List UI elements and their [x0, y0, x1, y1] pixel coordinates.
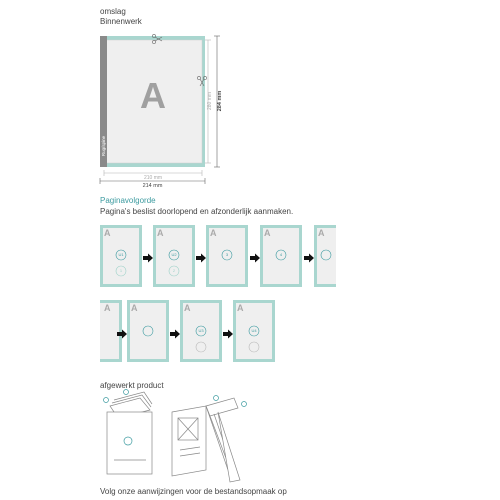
page-number-label: 3: [225, 252, 229, 257]
cover-label: omslag: [100, 7, 126, 16]
page-thumb-letter: A: [318, 228, 325, 238]
page-order-note: Pagina's beslist doorlopend en afzonderlijk aanmaken.: [100, 207, 294, 216]
page-thumb-letter: A: [157, 228, 164, 238]
page-letter: A: [140, 75, 166, 116]
page-number-label: 4: [279, 252, 283, 257]
open-booklet-icon: [172, 396, 247, 483]
inner-width-label: 210 mm: [143, 175, 163, 181]
outer-height-label: 284 mm: [217, 90, 223, 112]
page-number-label: U1: [118, 252, 124, 257]
page-thumb-letter: A: [184, 303, 191, 313]
page-thumb-letter: A: [104, 228, 111, 238]
finished-product-title: afgewerkt product: [100, 381, 164, 390]
page-number-label: 1: [119, 268, 123, 273]
spine-top-label: (N.B.): [92, 87, 97, 99]
footer-instruction: Volg onze aanwijzingen voor de bestandsopmaak op: [100, 487, 287, 496]
page-thumb-letter: A: [131, 303, 138, 313]
outer-width-label: 214 mm: [142, 183, 163, 189]
page-number-label: 2: [172, 268, 176, 273]
page-thumb-letter: A: [104, 303, 111, 313]
page-thumb-letter: A: [210, 228, 217, 238]
inner-height-label: 280 mm: [207, 91, 213, 111]
page-thumb-letter: A: [264, 228, 271, 238]
page-order-title: Paginavolgorde: [100, 196, 156, 205]
closed-booklet-icon: [104, 390, 153, 475]
page-number-label: U2: [171, 252, 177, 257]
spine-bottom-label: Rug/spine: [101, 135, 106, 157]
page-thumb-letter: A: [237, 303, 244, 313]
interior-label: Binnenwerk: [100, 17, 142, 26]
page-number-label: U4: [251, 328, 257, 333]
page-number-label: U3: [198, 328, 204, 333]
